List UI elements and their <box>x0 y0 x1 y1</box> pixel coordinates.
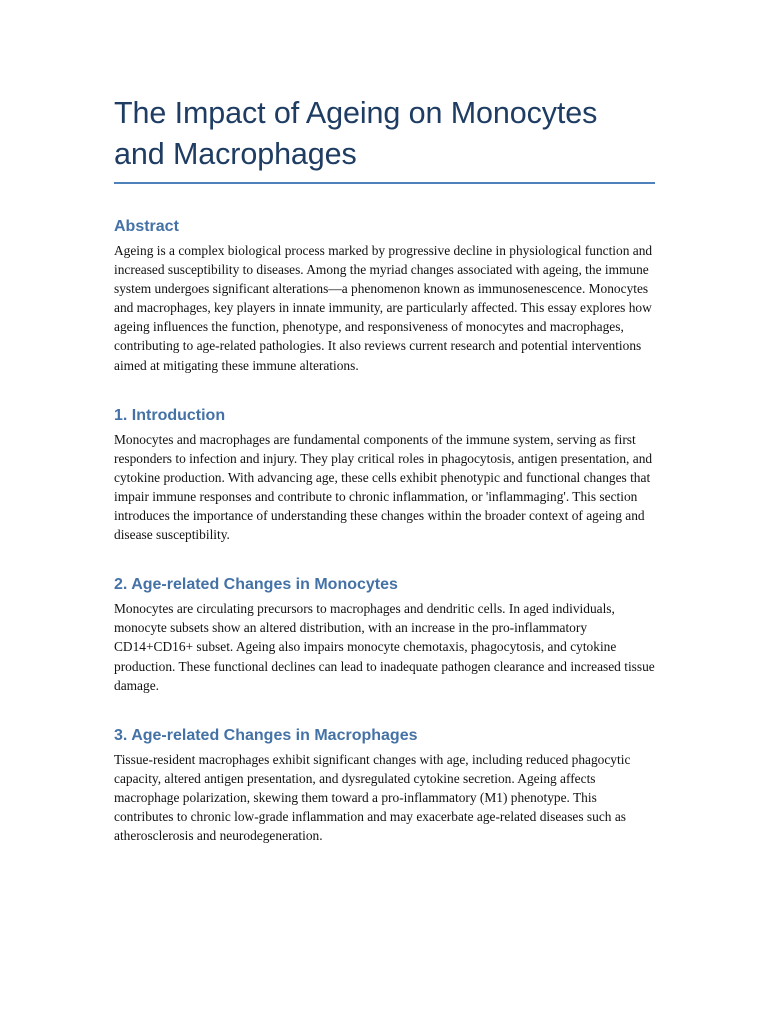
section-heading: Abstract <box>114 218 179 235</box>
section-introduction <box>114 405 655 545</box>
title-underline-rule <box>114 182 655 184</box>
section-paragraph: Monocytes and macrophages are fundamental components of the immune system, serving as first responders to infection and injury. They play critical roles in phagocytosis, antigen presentation, and cytokine production. With advancing age, these cells exhibit phenotypic and functional changes that impair immune responses and contribute to chronic inflammation, or 'inflammaging'. This section introduces the importance of understanding these changes within the broader context of ageing and disease susceptibility. <box>114 431 653 543</box>
section-paragraph: Ageing is a complex biological process marked by progressive decline in physiological function and increased susceptibility to diseases. Among the myriad changes associated with ageing, the immune system undergoes significant alterations—a phenomenon known as immunosenescence. Monocytes and macrophages, key players in innate immunity, are particularly affected. This essay explores how ageing influences the function, phenotype, and responsiveness of monocytes and macrophages, contributing to age-related pathologies. It also reviews current research and potential interventions aimed at mitigating these immune alterations. <box>114 243 653 373</box>
document-title: The Impact of Ageing on Monocytes and Macrophages <box>114 96 598 171</box>
section-paragraph: Tissue-resident macrophages exhibit significant changes with age, including reduced phagocytic capacity, altered antigen presentation, and dysregulated cytokine secretion. Ageing affects macrophage polarization, skewing them toward a pro-inflammatory (M1) phenotype. This contributes to chronic low-grade inflammation and may exacerbate age-related diseases such as atherosclerosis and neurodegeneration. <box>114 751 631 844</box>
section-heading: 2. Age-related Changes in Monocytes <box>114 576 398 594</box>
section-macrophages <box>114 725 655 845</box>
section-heading: 3. Age-related Changes in Macrophages <box>114 726 418 744</box>
section-abstract <box>114 216 655 375</box>
section-monocytes <box>114 574 655 694</box>
section-heading: 1. Introduction <box>114 406 226 424</box>
document-page <box>114 0 655 845</box>
section-paragraph: Monocytes are circulating precursors to macrophages and dendritic cells. In aged individuals, monocyte subsets show an altered distribution, with an increase in the pro-inflammatory CD14+CD16+ subset. Ageing also impairs monocyte chemotaxis, phagocytosis, and cytokine production. These functional declines can lead to inadequate pathogen clearance and increased tissue damage. <box>114 601 655 693</box>
